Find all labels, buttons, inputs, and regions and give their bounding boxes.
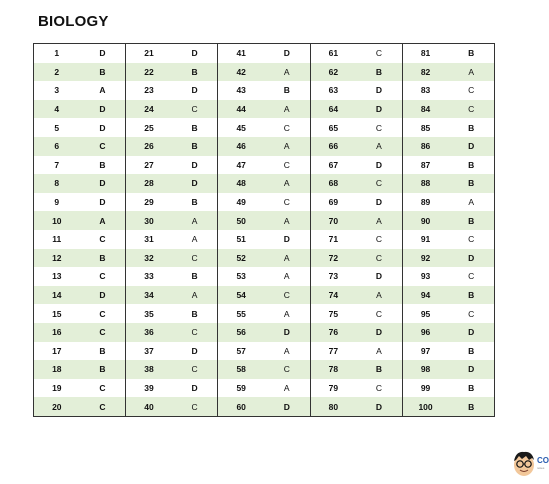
question-number: 10	[34, 211, 80, 230]
answer-letter: A	[356, 342, 402, 361]
answer-letter: D	[80, 174, 126, 193]
question-number: 35	[144, 308, 154, 319]
question-number: 92	[402, 249, 448, 268]
question-number: 83	[420, 85, 431, 96]
question-number: 67	[328, 159, 339, 170]
table-row	[34, 63, 495, 82]
answer-letter: C	[80, 304, 126, 323]
answer-key-table	[33, 43, 495, 417]
answer-letter: C	[264, 360, 310, 379]
question-number: 2	[34, 63, 80, 82]
answer-key-body	[34, 44, 495, 417]
question-number: 9	[54, 197, 60, 208]
question-number: 25	[144, 122, 154, 133]
answer-letter: B	[356, 360, 402, 379]
answer-letter: B	[468, 159, 475, 170]
question-number: 20	[34, 397, 80, 416]
question-number: 100	[402, 397, 448, 416]
question-number: 80	[310, 397, 356, 416]
answer-letter: D	[356, 193, 402, 212]
answer-letter: D	[448, 360, 494, 379]
answer-letter: C	[172, 100, 218, 119]
question-number: 66	[310, 137, 356, 156]
answer-letter: D	[80, 44, 126, 63]
answer-letter: C	[356, 44, 402, 63]
question-number: 43	[236, 85, 246, 96]
answer-letter: B	[172, 118, 218, 137]
question-number: 58	[218, 360, 264, 379]
answer-letter: A	[80, 81, 126, 100]
answer-letter: B	[264, 81, 310, 100]
answer-letter: D	[264, 397, 310, 416]
answer-letter: A	[172, 230, 218, 249]
question-number: 6	[34, 137, 80, 156]
answer-letter: C	[80, 230, 126, 249]
question-number: 8	[34, 174, 80, 193]
answer-letter: C	[172, 397, 218, 416]
question-number: 73	[328, 271, 339, 282]
answer-letter: C	[80, 137, 126, 156]
table-row	[34, 100, 495, 119]
answer-letter: B	[468, 122, 475, 133]
question-number: 49	[236, 197, 246, 208]
answer-letter: D	[264, 44, 310, 63]
answer-letter: D	[448, 249, 494, 268]
answer-letter: B	[172, 63, 218, 82]
question-number: 47	[236, 159, 246, 170]
question-number: 78	[310, 360, 356, 379]
answer-letter: B	[468, 345, 475, 356]
question-number: 69	[328, 197, 339, 208]
question-number: 64	[310, 100, 356, 119]
question-number: 7	[54, 159, 60, 170]
question-number: 84	[402, 100, 448, 119]
table-row	[34, 342, 495, 361]
question-number: 45	[236, 122, 246, 133]
question-number: 44	[218, 100, 264, 119]
answer-letter: D	[356, 81, 402, 100]
answer-letter: D	[80, 286, 126, 305]
answer-letter: D	[356, 323, 402, 342]
question-number: 27	[144, 159, 154, 170]
question-number: 41	[236, 48, 246, 59]
question-number: 40	[126, 397, 172, 416]
question-number: 88	[402, 174, 448, 193]
question-number: 26	[126, 137, 172, 156]
answer-letter: C	[264, 118, 310, 137]
answer-letter: D	[172, 81, 218, 100]
answer-letter: D	[264, 230, 310, 249]
question-number: 99	[420, 382, 431, 393]
answer-letter: D	[172, 342, 218, 361]
answer-letter: C	[468, 271, 475, 282]
answer-letter: C	[356, 118, 402, 137]
answer-letter: C	[468, 308, 475, 319]
answer-letter: B	[80, 342, 126, 361]
table-row	[34, 323, 495, 342]
question-number: 51	[236, 234, 246, 245]
question-number: 72	[310, 249, 356, 268]
question-number: 93	[420, 271, 431, 282]
question-number: 5	[54, 122, 60, 133]
answer-letter: B	[448, 174, 494, 193]
answer-letter: C	[80, 323, 126, 342]
question-number: 59	[236, 382, 246, 393]
question-number: 65	[328, 122, 339, 133]
answer-letter: C	[356, 379, 402, 398]
answer-letter: D	[356, 397, 402, 416]
question-number: 12	[34, 249, 80, 268]
question-number: 13	[52, 271, 62, 282]
question-number: 77	[328, 345, 339, 356]
question-number: 91	[420, 234, 431, 245]
question-number: 34	[126, 286, 172, 305]
answer-letter: A	[80, 211, 126, 230]
question-number: 56	[218, 323, 264, 342]
answer-letter: A	[264, 249, 310, 268]
question-number: 94	[402, 286, 448, 305]
answer-letter: C	[80, 267, 126, 286]
answer-letter: D	[356, 267, 402, 286]
question-number: 71	[328, 234, 339, 245]
answer-letter: A	[264, 137, 310, 156]
question-number: 37	[144, 345, 154, 356]
question-number: 61	[328, 48, 339, 59]
question-number: 21	[144, 48, 154, 59]
question-number: 89	[420, 197, 431, 208]
question-number: 74	[310, 286, 356, 305]
answer-letter: C	[468, 85, 475, 96]
question-number: 90	[402, 211, 448, 230]
question-number: 85	[420, 122, 431, 133]
question-number: 15	[52, 308, 62, 319]
answer-letter: D	[356, 156, 402, 175]
question-number: 24	[126, 100, 172, 119]
table-row	[34, 286, 495, 305]
answer-letter: C	[80, 379, 126, 398]
answer-letter: B	[356, 63, 402, 82]
table-row	[34, 118, 495, 137]
answer-letter: C	[356, 174, 402, 193]
table-row	[34, 249, 495, 268]
answer-letter: D	[80, 100, 126, 119]
question-number: 81	[420, 48, 431, 59]
question-number: 16	[34, 323, 80, 342]
answer-letter: B	[172, 193, 218, 212]
table-row	[34, 397, 495, 416]
answer-letter: D	[80, 193, 126, 212]
answer-letter: B	[80, 249, 126, 268]
answer-letter: B	[172, 137, 218, 156]
question-number: 62	[310, 63, 356, 82]
answer-letter: A	[172, 286, 218, 305]
question-number: 98	[402, 360, 448, 379]
answer-letter: C	[356, 304, 402, 323]
answer-letter: A	[264, 174, 310, 193]
answer-letter: D	[448, 323, 494, 342]
answer-letter: A	[264, 267, 310, 286]
answer-letter: B	[468, 48, 475, 59]
question-number: 30	[126, 211, 172, 230]
question-number: 63	[328, 85, 339, 96]
answer-letter: A	[264, 304, 310, 323]
question-number: 31	[144, 234, 154, 245]
answer-letter: C	[356, 230, 402, 249]
question-number: 36	[126, 323, 172, 342]
answer-letter: B	[80, 63, 126, 82]
answer-letter: D	[172, 174, 218, 193]
table-row	[34, 379, 495, 398]
question-number: 68	[310, 174, 356, 193]
answer-letter: A	[264, 342, 310, 361]
answer-letter: A	[356, 286, 402, 305]
question-number: 50	[218, 211, 264, 230]
answer-letter: A	[468, 197, 474, 208]
question-number: 53	[236, 271, 246, 282]
answer-letter: D	[172, 44, 218, 63]
question-number: 11	[52, 234, 62, 245]
page-title: BIOLOGY	[38, 13, 109, 30]
answer-letter: C	[172, 360, 218, 379]
question-number: 19	[52, 382, 62, 393]
answer-letter: D	[172, 156, 218, 175]
question-number: 95	[420, 308, 431, 319]
answer-letter: B	[80, 360, 126, 379]
question-number: 97	[420, 345, 431, 356]
question-number: 42	[218, 63, 264, 82]
answer-letter: D	[264, 323, 310, 342]
question-number: 32	[126, 249, 172, 268]
table-row	[34, 193, 495, 212]
question-number: 17	[52, 345, 62, 356]
answer-letter: A	[264, 100, 310, 119]
question-number: 60	[218, 397, 264, 416]
table-row	[34, 304, 495, 323]
answer-letter: A	[356, 211, 402, 230]
question-number: 28	[126, 174, 172, 193]
answer-letter: B	[448, 286, 494, 305]
answer-letter: B	[468, 382, 475, 393]
answer-letter: C	[264, 156, 310, 175]
question-number: 87	[420, 159, 431, 170]
logo-subtext: notes	[537, 466, 545, 470]
question-number: 54	[218, 286, 264, 305]
table-row	[34, 137, 495, 156]
answer-letter: B	[172, 267, 218, 286]
answer-letter: C	[468, 234, 475, 245]
question-number: 79	[328, 382, 339, 393]
question-number: 48	[218, 174, 264, 193]
question-number: 38	[126, 360, 172, 379]
question-number: 70	[310, 211, 356, 230]
question-number: 29	[144, 197, 154, 208]
answer-letter: A	[356, 137, 402, 156]
answer-letter: A	[448, 63, 494, 82]
answer-letter: A	[264, 379, 310, 398]
table-row	[34, 174, 495, 193]
table-row	[34, 267, 495, 286]
answer-letter: C	[172, 249, 218, 268]
question-number: 82	[402, 63, 448, 82]
answer-letter: C	[356, 249, 402, 268]
question-number: 96	[402, 323, 448, 342]
answer-letter: C	[264, 193, 310, 212]
answer-letter: A	[264, 211, 310, 230]
question-number: 39	[144, 382, 154, 393]
question-number: 52	[218, 249, 264, 268]
question-number: 4	[34, 100, 80, 119]
question-number: 76	[310, 323, 356, 342]
answer-letter: D	[448, 137, 494, 156]
table-row	[34, 230, 495, 249]
question-number: 3	[54, 85, 60, 96]
question-number: 22	[126, 63, 172, 82]
logo-text: CO	[537, 456, 549, 465]
answer-letter: D	[172, 379, 218, 398]
question-number: 75	[328, 308, 339, 319]
answer-letter: A	[172, 211, 218, 230]
table-row	[34, 156, 495, 175]
question-number: 23	[144, 85, 154, 96]
answer-letter: D	[356, 100, 402, 119]
table-row	[34, 211, 495, 230]
answer-letter: B	[172, 304, 218, 323]
answer-letter: B	[448, 211, 494, 230]
answer-letter: C	[172, 323, 218, 342]
answer-letter: B	[80, 156, 126, 175]
table-row	[34, 360, 495, 379]
question-number: 33	[144, 271, 154, 282]
question-number: 1	[54, 48, 60, 59]
answer-letter: D	[80, 118, 126, 137]
table-row	[34, 44, 495, 63]
answer-letter: C	[80, 397, 126, 416]
question-number: 14	[34, 286, 80, 305]
answer-letter: B	[448, 397, 494, 416]
question-number: 46	[218, 137, 264, 156]
answer-letter: C	[264, 286, 310, 305]
question-number: 18	[34, 360, 80, 379]
question-number: 86	[402, 137, 448, 156]
answer-letter: A	[264, 63, 310, 82]
question-number: 57	[236, 345, 246, 356]
table-row	[34, 81, 495, 100]
question-number: 55	[236, 308, 246, 319]
answer-letter: C	[448, 100, 494, 119]
